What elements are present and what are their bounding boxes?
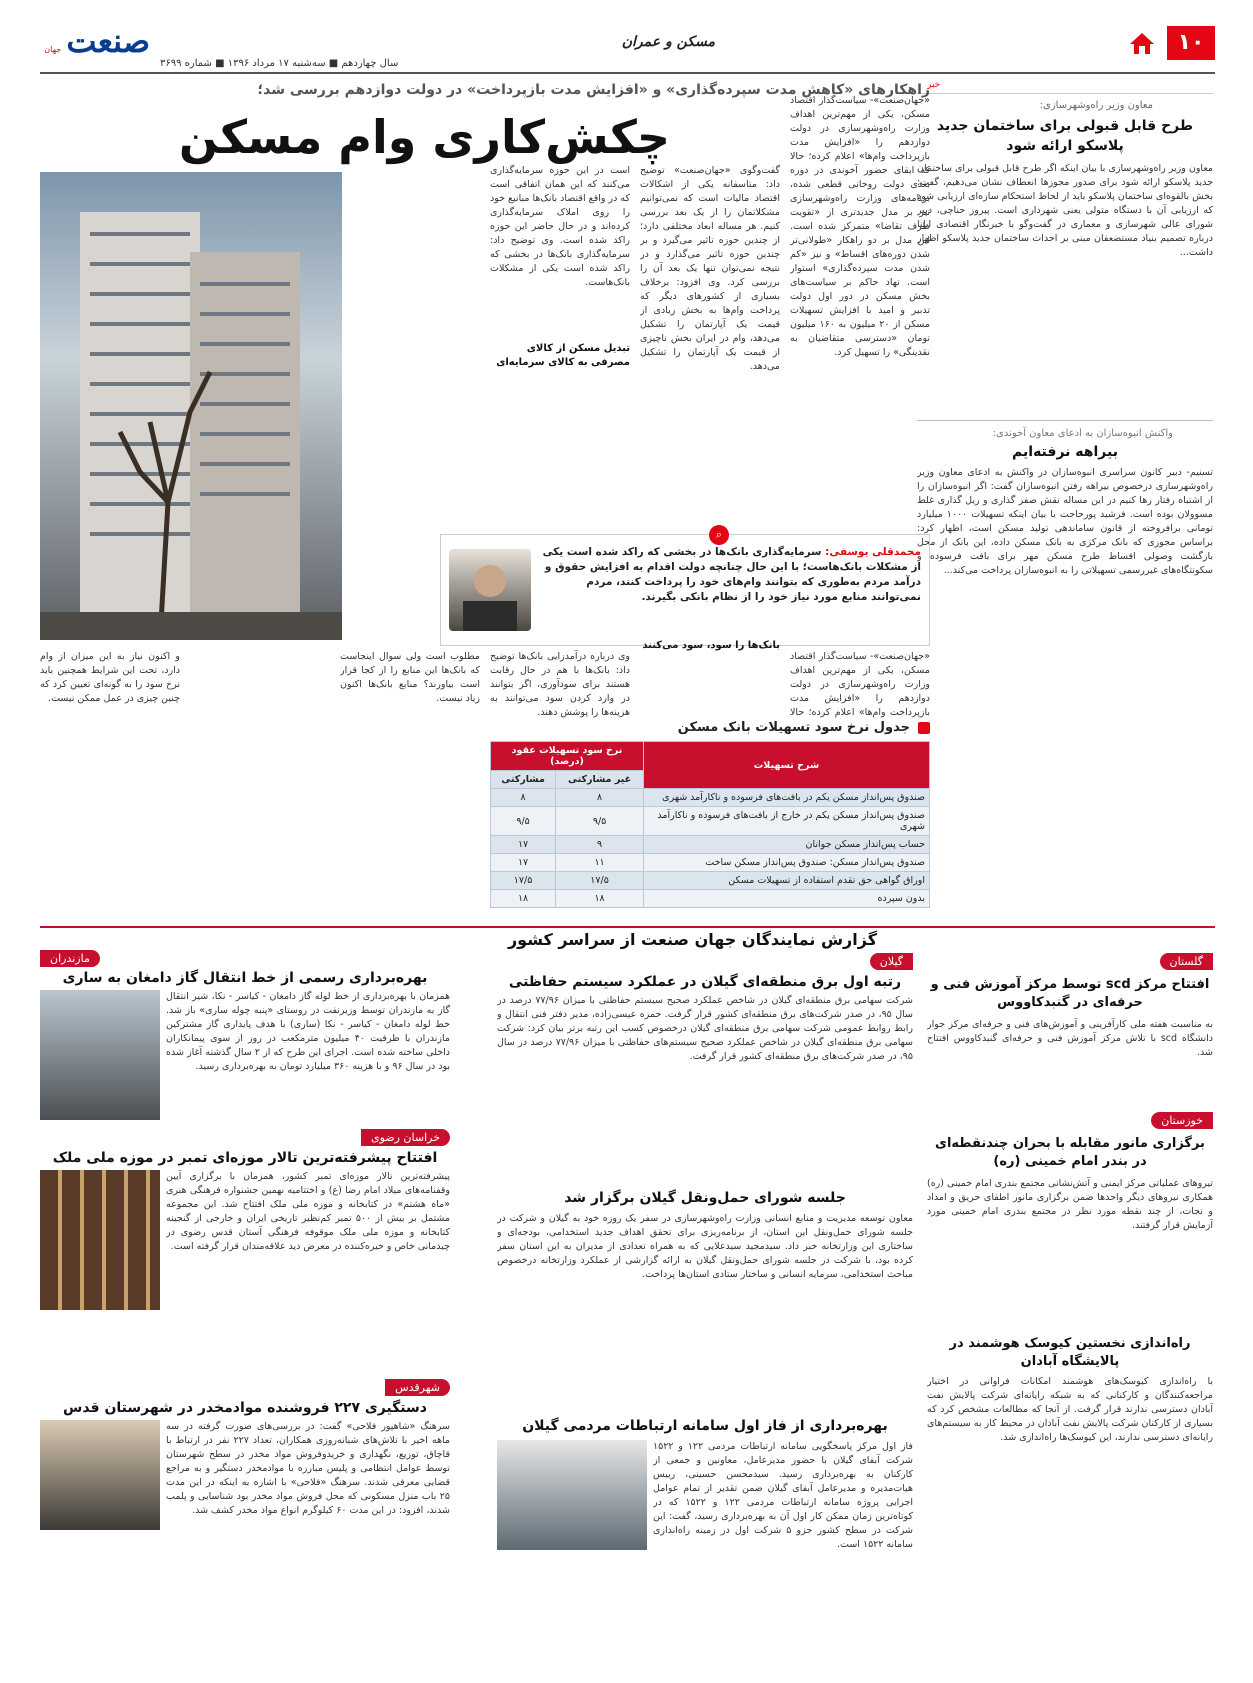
column-header: مشارکتی xyxy=(491,771,556,789)
cell-nonpartner: ۱۷/۵ xyxy=(556,872,644,890)
column-gilan xyxy=(497,950,913,1640)
cell-partner: ۱۸ xyxy=(491,890,556,908)
region-tag: مازندران xyxy=(40,950,100,967)
table-title xyxy=(490,720,930,735)
article-body: سرهنگ «شاهپور فلاحی» گفت: در بررسی‌های صورت گرفته در سه ماهه اخیر با تلاش‌های شبانه‌روزی همکاران، تعداد ۲۲۷ نفر در ارتباط با قاچاق، توزیع، نگهداری و خریدوفروش مواد مخدر در سطح شهرستان توسط عوامل انتظامی و پلیس مبارزه با موادمخدر دستگیر و به مراجع قضایی معرفی شدند. سرهنگ «فلاحی» با اشاره به اینکه در این مدت ۲۵ باب منزل مسکونی که محل فروش مواد مخدر بود شناسایی و پلمب شدند، افزود: در این مدت ۶۰ کیلوگرم انواع مواد مخدر کشف شد. xyxy=(166,1421,450,1516)
headline: رتبه اول برق منطقه‌ای گیلان در عملکرد سیستم حفاظتی xyxy=(508,974,902,990)
article-body: پیشرفته‌ترین تالار موزه‌ای تمبر کشور، همزمان با برگزاری آیین وقفنامه‌های میلاد امام رضا (ع) و اختتامیه نهمین جشنواره فرهنگی هنری «ماه هشتم» در کتابخانه و موزه ملی ملک افتتاح شد. این مجموعه مشتمل بر بیش از ۵۰۰ تمبر کم‌نظیر تاریخی ایران و خارجی از گنجینه کتابخانه و موزه ملی ملک موقوفه فرهنگی آستان قدس رضوی در چیدمانی خاص و خیره‌کننده در معرض دید علاقه‌مندان قرار گرفته است. xyxy=(166,1171,450,1252)
article-body: تسنیم- دبیر کانون سراسری انبوه‌سازان در واکنش به ادعای معاون وزیر راه‌وشهرسازی درخصوص بیراهه رفتن انبوه‌سازان گفت: اگر انبوه‌سازان را از اشتباه رفتار رها کنیم در این مساله نقش صفر گذاری و ریل گذاری غلط مسوولان بوده است. فرشید پورحاجت با بیان اینکه تسهیلات ۱۰۰۰ میلیارد تومانی برافروخته از قانون ساماندهی تولید مسکن است، اظهار کرد: براساس مجوزی که بانک مرکزی به بانک مسکن داده، این بانک از محل بازگشت وصولی اقساط طرح مسکن مهر برای بافت فرسوده و سکونتگاه‌های غیررسمی تسهیلاتی را به انبوه‌سازان پرداخت می‌کند... xyxy=(917,467,1213,576)
article-column: و اکنون نیاز به این میزان از وام دارد، تحت این شرایط همچنین باید نرخ سود را به گونه‌ای تعیین کرد که چنین چیزی در عمل ممکن نیست. xyxy=(40,651,180,704)
news-tag xyxy=(917,80,1213,94)
page-number: ۱۰ xyxy=(1167,26,1215,60)
main-article xyxy=(40,80,930,922)
supertitle: راهکارهای «کاهش مدت سپرده‌گذاری» و «افزایش مدت بازپرداخت» در دولت دوازدهم بررسی شد؛ xyxy=(257,82,930,98)
article-body: همزمان با بهره‌برداری از خط لوله گاز دامغان - کیاسر - نکا، شیر انتقال گاز به مازندران توسط وزیرنفت در روستای «پنبه چوله ساری» باز شد. خط لوله دامغان - کیاسر - نکا (ساری) با هدف پایداری گاز مشترکین مازندران با ظرفیت ۴۰ میلیون مترمکعب در روز از سوی پیمانکاران داخلی ساخته شده است. اجرای این طرح که از ۲ سال گذشته آغاز شده بود در سال ۹۶ و با هزینه ۳۶۰ میلیارد تومان به بهره‌برداری رسید. xyxy=(166,991,450,1072)
article-column: «جهان‌صنعت»- سیاست‌گذار اقتصاد مسکن، یکی از مهم‌ترین اهداف وزارت راه‌وشهرسازی در دولت دوازدهم را «افزایش مدت بازپرداخت وام‌ها» اعلام کرده؛ حالا xyxy=(790,651,930,718)
cell-description: بدون سپرده xyxy=(644,890,930,908)
column-khuzestan xyxy=(927,950,1213,1640)
table-row xyxy=(491,836,930,854)
speaker-photo xyxy=(449,549,531,631)
cell-partner: ۹/۵ xyxy=(491,807,556,836)
kicker: واکنش انبوه‌سازان به ادعای معاون آخوندی: xyxy=(992,428,1173,439)
article-body: با راه‌اندازی کیوسک‌های هوشمند امکانات فراوانی در اختیار مراجعه‌کنندگان و کارکنانی که به شبکه رایانه‌ای شرکت پالایش نفت آبادان دسترسی ندارند قرار گرفت. از آنجا که مطالعات مشخص کرد که بسیاری از کارکنان شرکت پالایش نفت آبادان در محیط کار به سیستم‌های رایانه‌ای دسترسی ندارند، این کیوسک‌ها راه‌اندازی شد. xyxy=(927,1376,1213,1443)
issue-info: سال چهاردهم ■ سه‌شنبه ۱۷ مرداد ۱۳۹۶ ■ شماره ۳۶۹۹ xyxy=(160,58,399,69)
pipeline-photo xyxy=(40,990,160,1120)
article-body: به مناسبت هفته ملی کارآفرینی و آموزش‌های فنی و حرفه‌ای مرکز جوار دانشگاه scd با تلاش مرکز آموزش فنی و حرفه‌ای گنبدکاووس افتتاح شد. xyxy=(927,1019,1213,1058)
article-column: وی درباره درآمدزایی بانک‌ها توضیح داد: بانک‌ها با هم در حال رقابت هستند برای سودآوری، اگر بتوانند در وارد کردن سود می‌توانند به هزینه‌ها را پوشش دهند. xyxy=(490,651,630,718)
meeting-photo xyxy=(497,1440,647,1550)
table-row xyxy=(491,789,930,807)
table-row xyxy=(491,854,930,872)
column-mazandaran xyxy=(40,950,450,1640)
region-tag: گیلان xyxy=(870,953,913,970)
article-body: شرکت سهامی برق منطقه‌ای گیلان در شاخص عملکرد صحیح سیستم حفاظتی با میزان ۷۷/۹۶ درصد در سال ۹۵، در صدر شرکت‌های برق منطقه‌ای کشور قرار گرفت. حمزه عیسی‌زاده، مدیر دفتر فنی انتقال و رابط روابط عمومی شرکت سهامی برق منطقه‌ای گیلان درخصوص کسب این رتبه برتر بیان کرد: شرکت سهامی برق منطقه‌ای گیلان در شاخص عملکرد صحیح سیستم‌های حفاظتی با میزان ۷۷/۹۶ درصد در سال ۹۵، در صدر شرکت‌های برق منطقه‌ای کشور قرار گرفت. xyxy=(497,995,913,1062)
cell-description: صندوق پس‌انداز مسکن: صندوق پس‌انداز مسکن ساخت xyxy=(644,854,930,872)
cell-nonpartner: ۱۸ xyxy=(556,890,644,908)
quote-text: سرمایه‌گذاری بانک‌ها در بخشی که راکد شده است یکی از مشکلات بانک‌هاست؛ با این حال چنانچه دولت اقدام به افزایش حقوق و درآمد مردم به‌طوری که بتوانند وام‌های خود را پرداخت کنند، مردم نمی‌توانند منابع مورد نیاز خود را از نظام بانکی بگیرند. xyxy=(542,546,921,603)
region-tag: شهرقدس xyxy=(385,1379,450,1396)
headline: بهره‌برداری رسمی از خط انتقال گاز دامغان به ساری xyxy=(62,970,428,986)
news-tag-label: خبر xyxy=(927,80,941,90)
article-body: معاون وزیر راه‌وشهرسازی با بیان اینکه اگر طرح قابل قبولی برای ساختمان جدید پلاسکو ارائه شود برای صدور مجوزها انعطاف نشان می‌دهیم، گفت: بخش بالقوه‌ای ساختمان پلاسکو باید از لحاظ استحکام سازه‌ای ارزیابی شود که ارزیابی آن با دستگاه متولی یعنی شهرداری است. پیروز حناچی، دبیر شورای عالی شهرسازی و معماری در گفت‌وگو با خبرنگار اقتصادی ایلنا درباره تصمیم بنیاد مستضعفان مبنی بر احداث ساختمان جدید پلاسکو اظهار داشت... xyxy=(917,163,1213,258)
rate-table xyxy=(490,720,930,908)
logo-text: صنعت xyxy=(66,22,150,60)
search-icon: ⌕ xyxy=(709,525,729,545)
table-title-text: جدول نرخ سود تسهیلات بانک مسکن xyxy=(677,720,910,735)
cell-description: صندوق پس‌انداز مسکن یکم در بافت‌های فرسوده و ناکارآمد شهری xyxy=(644,789,930,807)
cell-partner: ۱۷ xyxy=(491,854,556,872)
section-icon xyxy=(1127,28,1157,58)
arrow-icon xyxy=(918,722,930,734)
article-body: تیروهای عملیاتی مرکز ایمنی و آتش‌نشانی مجتمع بندری امام خمینی (ره) همکاری نیروهای دیگر واحدها ضمن برگزاری مانور اطفای حریق و امداد و نجات، از چند نقطه مورد نظر در مجتمع بندری امام خمینی مورد آزمایش قرار گرفتند. xyxy=(927,1178,1213,1231)
cell-description: اوراق گواهی حق تقدم استفاده از تسهیلات مسکن xyxy=(644,872,930,890)
headline: طرح قابل قبولی برای ساختمان جدید پلاسکو ارائه شود xyxy=(936,118,1194,154)
building-photo xyxy=(40,172,342,640)
stamps-photo xyxy=(40,1170,160,1310)
headline: راه‌اندازی نخستین کیوسک هوشمند در پالایشگاه آبادان xyxy=(949,1336,1191,1369)
table-row xyxy=(491,872,930,890)
headline: افتتاح پیشرفته‌ترین تالار موزه‌ای تمبر در موزه ملی ملک xyxy=(52,1150,438,1166)
table-row xyxy=(491,890,930,908)
cell-description: حساب پس‌انداز مسکن جوانان xyxy=(644,836,930,854)
subheading: بانک‌ها را سود، سود می‌کنند xyxy=(642,640,780,651)
table-row xyxy=(491,807,930,836)
rate-table-grid xyxy=(490,741,930,908)
cell-nonpartner: ۸ xyxy=(556,789,644,807)
article-column: مطلوب است ولی سوال اینجاست که بانک‌ها این منابع را از کجا قرار است بیاورند؟ منابع بانک‌ها اکنون زیاد نیست. xyxy=(340,651,480,704)
region-tag: خوزستان xyxy=(1151,1112,1213,1129)
column-header: شرح تسهیلات xyxy=(644,742,930,789)
quote-box xyxy=(440,528,930,646)
cell-partner: ۱۷ xyxy=(491,836,556,854)
article-body: معاون توسعه مدیریت و منابع انسانی وزارت راه‌وشهرسازی در سفر یک روزه خود به گیلان و شرکت در جلسه شورای حمل‌ونقل این استان، از برنامه‌ریزی برای تحقق اهداف جدید استخدامی، بودجه‌ای و ساختاری این وزارتخانه خبر داد. سیدمجید سیدعلایی که به همراه تعدادی از مدیران به این استان سفر کرده بود، با شرکت در جلسه شورای حمل‌ونقل گیلان به ارائه گزارشی از عملکرد وزارتخانه درخصوص مباحث استخدامی، سرمایه انسانی و ساختار ستادی استان‌ها پرداخت. xyxy=(497,1213,913,1280)
masthead xyxy=(40,22,1215,74)
logo-sub: جهان xyxy=(44,45,62,54)
section-name: مسکن و عمران xyxy=(621,34,715,50)
cell-partner: ۸ xyxy=(491,789,556,807)
main-title: چکش‌کاری وام مسکن xyxy=(178,110,670,164)
police-photo xyxy=(40,1420,160,1530)
region-tag: گلستان xyxy=(1160,953,1213,970)
article-column: است در این حوزه سرمایه‌گذاری می‌کنند که این همان اتفاقی است که در واقع اقتصاد بانک‌ها مبانیع خود را روی املاک سرمایه‌گذاری کرده‌اند و در حال حاضر این حوزه راکد شده است. وی توضیح داد: سرمایه‌گذاری بانک‌ها در بخشی که راکد شده است یکی از مشکلات بانک‌هاست. xyxy=(490,165,630,288)
regional-band xyxy=(40,926,1215,950)
sidebar xyxy=(917,80,1213,922)
kicker: معاون وزیر راه‌وشهرسازی: xyxy=(1039,100,1153,111)
headline: جلسه شورای حمل‌ونقل گیلان برگزار شد xyxy=(564,1190,846,1206)
headline: بیراهه نرفته‌ایم xyxy=(1012,444,1118,460)
cell-description: صندوق پس‌انداز مسکن یکم در خارج از بافت‌های فرسوده و ناکارآمد شهری xyxy=(644,807,930,836)
column-header: نرخ سود تسهیلات عقود (درصد) xyxy=(491,742,644,771)
headline: بهره‌برداری از فاز اول سامانه ارتباطات مردمی گیلان xyxy=(522,1418,888,1434)
article-body: فاز اول مرکز پاسخگویی سامانه ارتباطات مردمی ۱۲۲ و ۱۵۲۲ شرکت آبفای گیلان با حضور مدیرعامل، معاونین و جمعی از کارکنان به بهره‌برداری رسید. سیدمحسن حسینی، رییس هیات‌مدیره و مدیرعامل آبفای گیلان ضمن تقدیر از تمام عوامل اجرایی پروژه سامانه ارتباطات مردمی ۱۲۲ و ۱۵۲۲ که در کوتاه‌ترین زمان ممکن کار اول آن به بهره‌برداری رسید، گفت: این شرکت در سطح کشور جزو ۵ شرکت اول در زمینه راه‌اندازی سامانه ۱۵۲۲ است. xyxy=(653,1441,913,1550)
article-column: «جهان‌صنعت»- سیاست‌گذار اقتصاد مسکن، یکی از مهم‌ترین اهداف وزارت راه‌وشهرسازی در دولت دوازدهم را «افزایش مدت بازپرداخت وام‌ها» اعلام کرده؛ حالا که ابقای حضور آخوندی در دوره بعدی دولت روحانی قطعی شده، برنامه‌های وزارت راه‌وشهرسازی نیز بر مدل جدیدتری از «تقویت طرف تقاضا» متمرکز شده است. این مدل بر دو راهکار «طولانی‌تر شدن دوره‌های اقساط» و نیز «کم شدن مدت سپرده‌گذاری» استوار است. نهاد حاکم بر سیاست‌های بخش مسکن در دور اول دولت تدبیر و امید با افزایش تسهیلات مسکن از ۲۰ میلیون به ۱۶۰ میلیون تومان «دسترسی متقاضیان به نقدینگی» را تسهیل کرد. xyxy=(790,95,930,358)
headline: افتتاح مرکز scd توسط مرکز آموزش فنی و حرفه‌ای در گنبدکاووس xyxy=(930,977,1210,1010)
cell-nonpartner: ۹/۵ xyxy=(556,807,644,836)
cell-partner: ۱۷/۵ xyxy=(491,872,556,890)
quote-author: محمدقلی یوسفی: xyxy=(825,546,921,558)
article-column: گفت‌وگوی «جهان‌صنعت» توضیح داد: متاسفانه یکی از اشکالات اقتصاد مالیات است که نمی‌توانیم مشکلاتمان را از یک بعد بررسی کنیم. هر مساله ابعاد مختلفی دارد؛ از چندین حوزه تاثیر می‌گیرد و بر چندین حوزه تاثیر می‌گذارد و در نتیجه نمی‌توان تنها یک بعد آن را بررسی کرد. وی افزود: برخلاف بسیاری از کشورهای دیگر که پرداخت وام‌ها به بخش زیادی از قیمت یک آپارتمان را تشکیل می‌دهد، وام در ایران بخش ناچیزی از قیمت یک آپارتمان را تشکیل می‌دهد. xyxy=(640,165,780,372)
cell-nonpartner: ۱۱ xyxy=(556,854,644,872)
subheading: تبدیل مسکن از کالای مصرفی به کالای سرمایه‌ای xyxy=(496,343,630,368)
logo xyxy=(40,22,150,58)
band-title: گزارش نمایندگان جهان صنعت از سراسر کشور xyxy=(500,930,885,949)
region-tag: خراسان رضوی xyxy=(361,1129,450,1146)
cell-nonpartner: ۹ xyxy=(556,836,644,854)
headline: برگزاری مانور مقابله با بحران چندنقطه‌ای در بندر امام خمینی (ره) xyxy=(935,1136,1205,1169)
headline: دستگیری ۲۲۷ فروشنده موادمخدر در شهرستان قدس xyxy=(63,1400,427,1416)
column-header: غیر مشارکتی xyxy=(556,771,644,789)
